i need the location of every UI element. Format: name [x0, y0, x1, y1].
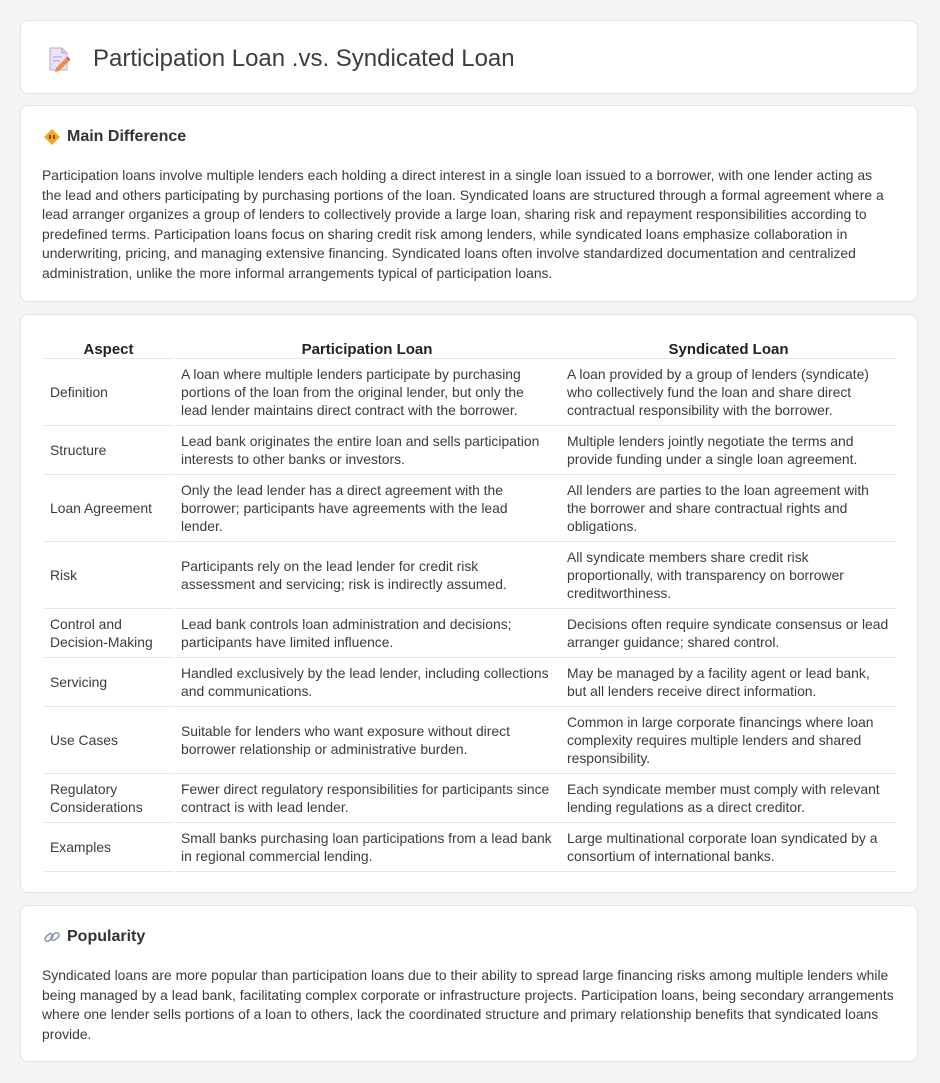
- participation-cell: Small banks purchasing loan participations from a lead bank in regional commercial lending.: [175, 823, 559, 872]
- popularity-section: [20, 905, 918, 1062]
- link-icon: [43, 928, 61, 946]
- table-row: [44, 475, 896, 542]
- aspect-cell: Use Cases: [44, 707, 173, 774]
- title-card: [20, 20, 918, 94]
- comparison-table: [42, 335, 898, 872]
- table-row: [44, 707, 896, 774]
- document-pencil-icon: [47, 46, 71, 72]
- main-difference-section: [20, 105, 918, 302]
- syndicated-cell: Common in large corporate financings where loan complexity requires multiple lenders and shared responsibility.: [561, 707, 896, 774]
- aspect-cell: Loan Agreement: [44, 475, 173, 542]
- syndicated-cell: Each syndicate member must comply with relevant lending regulations as a direct creditor.: [561, 774, 896, 823]
- aspect-cell: Examples: [44, 823, 173, 872]
- comparison-table-card: [20, 314, 918, 893]
- syndicated-cell: Large multinational corporate loan syndicated by a consortium of international banks.: [561, 823, 896, 872]
- table-row: [44, 609, 896, 658]
- table-row: [44, 823, 896, 872]
- table-row: [44, 774, 896, 823]
- participation-cell: Fewer direct regulatory responsibilities for participants since contract is with lead lender.: [175, 774, 559, 823]
- syndicated-cell: May be managed by a facility agent or lead bank, but all lenders receive direct information.: [561, 658, 896, 707]
- aspect-cell: Regulatory Considerations: [44, 774, 173, 823]
- aspect-cell: Control and Decision-Making: [44, 609, 173, 658]
- table-row: [44, 359, 896, 426]
- aspect-cell: Risk: [44, 542, 173, 609]
- table-row: [44, 658, 896, 707]
- participation-cell: Lead bank originates the entire loan and sells participation interests to other banks or investors.: [175, 426, 559, 475]
- table-row: [44, 426, 896, 475]
- column-header: Participation Loan: [175, 335, 559, 359]
- participation-cell: Only the lead lender has a direct agreement with the borrower; participants have agreements with the lead lender.: [175, 475, 559, 542]
- aspect-cell: Servicing: [44, 658, 173, 707]
- syndicated-cell: All lenders are parties to the loan agreement with the borrower and share contractual rights and obligations.: [561, 475, 896, 542]
- section-body: Syndicated loans are more popular than participation loans due to their ability to spread large financing risks among multiple lenders while being managed by a lead bank, facilitating complex corporate or infrastructure projects. Participation loans, being secondary arrangements where one lender sells portions of a loan to others, lack the coordinated structure and primary relationship benefits that syndicated loans provide.: [42, 967, 894, 1042]
- section-title: Popularity: [67, 928, 146, 945]
- aspect-cell: Definition: [44, 359, 173, 426]
- participation-cell: Participants rely on the lead lender for credit risk assessment and servicing; risk is indirectly assumed.: [175, 542, 559, 609]
- page-title: Participation Loan .vs. Syndicated Loan: [93, 45, 515, 72]
- section-title: Main Difference: [67, 128, 187, 145]
- participation-cell: Handled exclusively by the lead lender, including collections and communications.: [175, 658, 559, 707]
- participation-cell: Lead bank controls loan administration and decisions; participants have limited influence.: [175, 609, 559, 658]
- column-header: Syndicated Loan: [561, 335, 896, 359]
- participation-cell: Suitable for lenders who want exposure without direct borrower relationship or administrative burden.: [175, 707, 559, 774]
- syndicated-cell: Decisions often require syndicate consensus or lead arranger guidance; shared control.: [561, 609, 896, 658]
- syndicated-cell: Multiple lenders jointly negotiate the terms and provide funding under a single loan agreement.: [561, 426, 896, 475]
- table-header-row: [44, 335, 896, 359]
- aspect-cell: Structure: [44, 426, 173, 475]
- syndicated-cell: A loan provided by a group of lenders (syndicate) who collectively fund the loan and share direct contractual responsibility with the borrower.: [561, 359, 896, 426]
- participation-cell: A loan where multiple lenders participate by purchasing portions of the loan from the original lender, but only the lead lender maintains direct contract with the borrower.: [175, 359, 559, 426]
- column-header: Aspect: [44, 335, 173, 359]
- syndicated-cell: All syndicate members share credit risk proportionally, with transparency on borrower creditworthiness.: [561, 542, 896, 609]
- table-row: [44, 542, 896, 609]
- section-body: Participation loans involve multiple lenders each holding a direct interest in a single loan issued to a borrower, with one lender acting as the lead and others participating by purchasing portions of the loan. Syndicated loans are structured through a formal agreement where a lead arranger organizes a group of lenders to collectively provide a large loan, sharing risk and repayment responsibilities according to predefined terms. Participation loans focus on sharing credit risk among lenders, while syndicated loans emphasize collaboration in underwriting, pricing, and managing extensive financing. Syndicated loans often involve standardized documentation and centralized administration, unlike the more informal arrangements typical of participation loans.: [42, 167, 884, 281]
- diamond-icon: [43, 128, 61, 146]
